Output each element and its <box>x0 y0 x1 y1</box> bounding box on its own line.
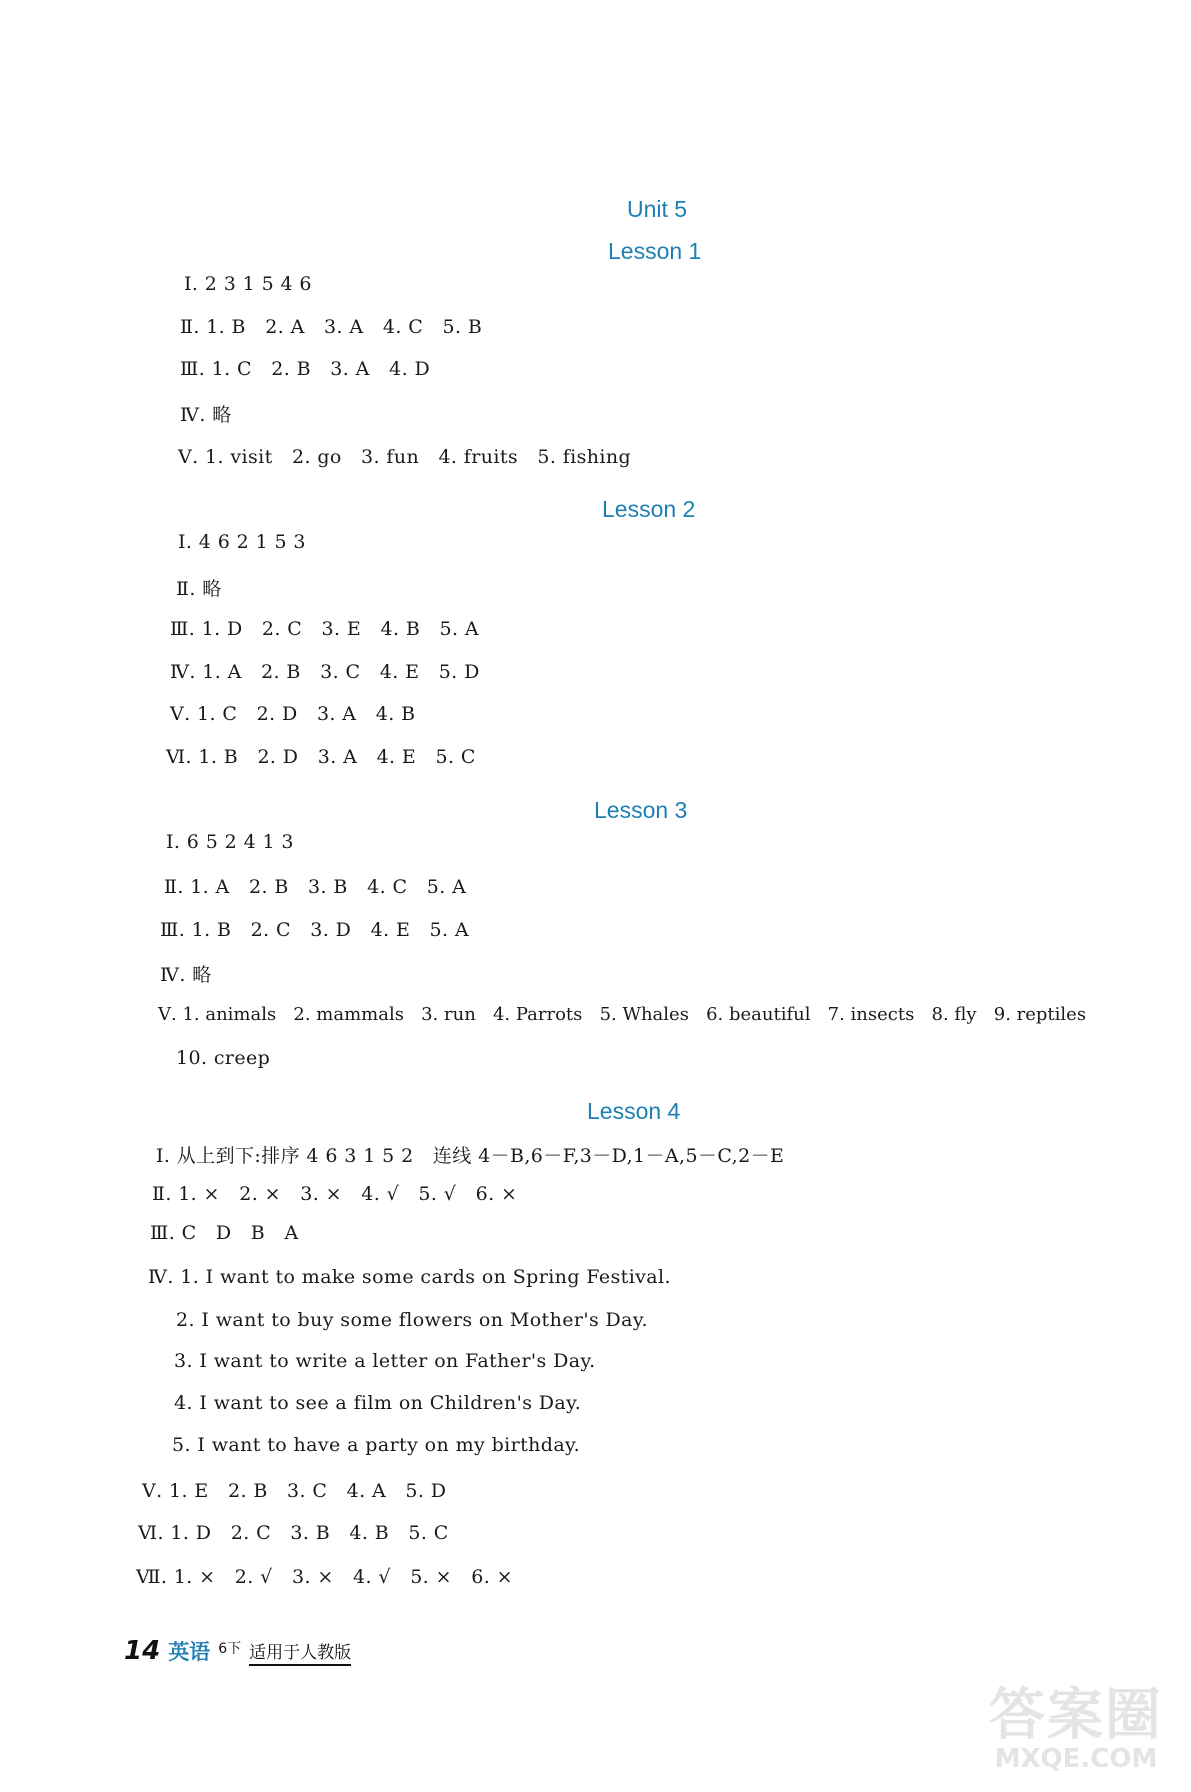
answer-line: Ⅶ. 1. × 2. √ 3. × 4. √ 5. × 6. × <box>136 1566 513 1588</box>
answer-line: Ⅲ. 1. C 2. B 3. A 4. D <box>180 358 431 380</box>
answer-line: Ⅱ. 1. B 2. A 3. A 4. C 5. B <box>180 316 483 338</box>
answer-line: 3. I want to write a letter on Father's Day. <box>174 1350 596 1372</box>
answer-line: Ⅳ. 1. I want to make some cards on Spring Festival. <box>148 1266 671 1288</box>
unit-title: Unit 5 <box>627 196 688 222</box>
answer-line: Ⅱ. 1. × 2. × 3. × 4. √ 5. √ 6. × <box>152 1183 518 1205</box>
answer-line: Ⅱ. 1. A 2. B 3. B 4. C 5. A <box>164 876 467 898</box>
answer-line: Ⅳ. 略 <box>160 964 212 986</box>
answer-line: Ⅳ. 略 <box>180 404 232 426</box>
edition-label: 适用于人教版 <box>249 1638 351 1666</box>
lesson-1-title: Lesson 1 <box>608 238 702 264</box>
answer-line: Ⅰ. 4 6 2 1 5 3 <box>178 531 306 553</box>
answer-line: Ⅳ. 1. A 2. B 3. C 4. E 5. D <box>170 661 480 683</box>
answer-line: Ⅴ. 1. C 2. D 3. A 4. B <box>170 703 416 725</box>
answer-line: Ⅴ. 1. visit 2. go 3. fun 4. fruits 5. fishing <box>178 446 632 468</box>
answer-line: Ⅱ. 略 <box>176 578 222 600</box>
page-footer <box>124 1632 351 1666</box>
answer-line: Ⅲ. 1. D 2. C 3. E 4. B 5. A <box>170 618 480 640</box>
answer-line: Ⅲ. C D B A <box>150 1222 299 1244</box>
answer-line: Ⅴ. 1. animals 2. mammals 3. run 4. Parrots 5. Whales 6. beautiful 7. insects 8. fly 9. reptiles <box>158 1004 1087 1025</box>
answer-line: 5. I want to have a party on my birthday. <box>172 1434 581 1456</box>
answer-line: Ⅰ. 从上到下:排序 4 6 3 1 5 2 连线 4－B,6－F,3－D,1－A,5－C,2－E <box>156 1145 785 1167</box>
answer-line: 2. I want to buy some flowers on Mother's Day. <box>176 1309 648 1331</box>
answer-line: Ⅰ. 2 3 1 5 4 6 <box>184 273 312 295</box>
page-number: 14 <box>124 1636 161 1666</box>
watermark-logo <box>989 1683 1163 1774</box>
answer-line: Ⅵ. 1. D 2. C 3. B 4. B 5. C <box>138 1522 449 1544</box>
lesson-3-title: Lesson 3 <box>594 797 688 823</box>
answer-line: 10. creep <box>176 1047 271 1069</box>
lesson-2-title: Lesson 2 <box>602 496 696 522</box>
answer-line: Ⅵ. 1. B 2. D 3. A 4. E 5. C <box>166 746 476 768</box>
watermark-url: MXQE.COM <box>994 1744 1158 1774</box>
answer-line: 4. I want to see a film on Children's Day. <box>174 1392 582 1414</box>
grade-label: 6下 <box>218 1641 242 1657</box>
subject-label: 英语 <box>168 1640 211 1664</box>
lesson-4-title: Lesson 4 <box>587 1098 681 1124</box>
answer-line: Ⅲ. 1. B 2. C 3. D 4. E 5. A <box>160 919 470 941</box>
answer-line: Ⅴ. 1. E 2. B 3. C 4. A 5. D <box>142 1480 447 1502</box>
watermark-brand: 答案圈 <box>989 1683 1163 1748</box>
answer-line: Ⅰ. 6 5 2 4 1 3 <box>166 831 294 853</box>
